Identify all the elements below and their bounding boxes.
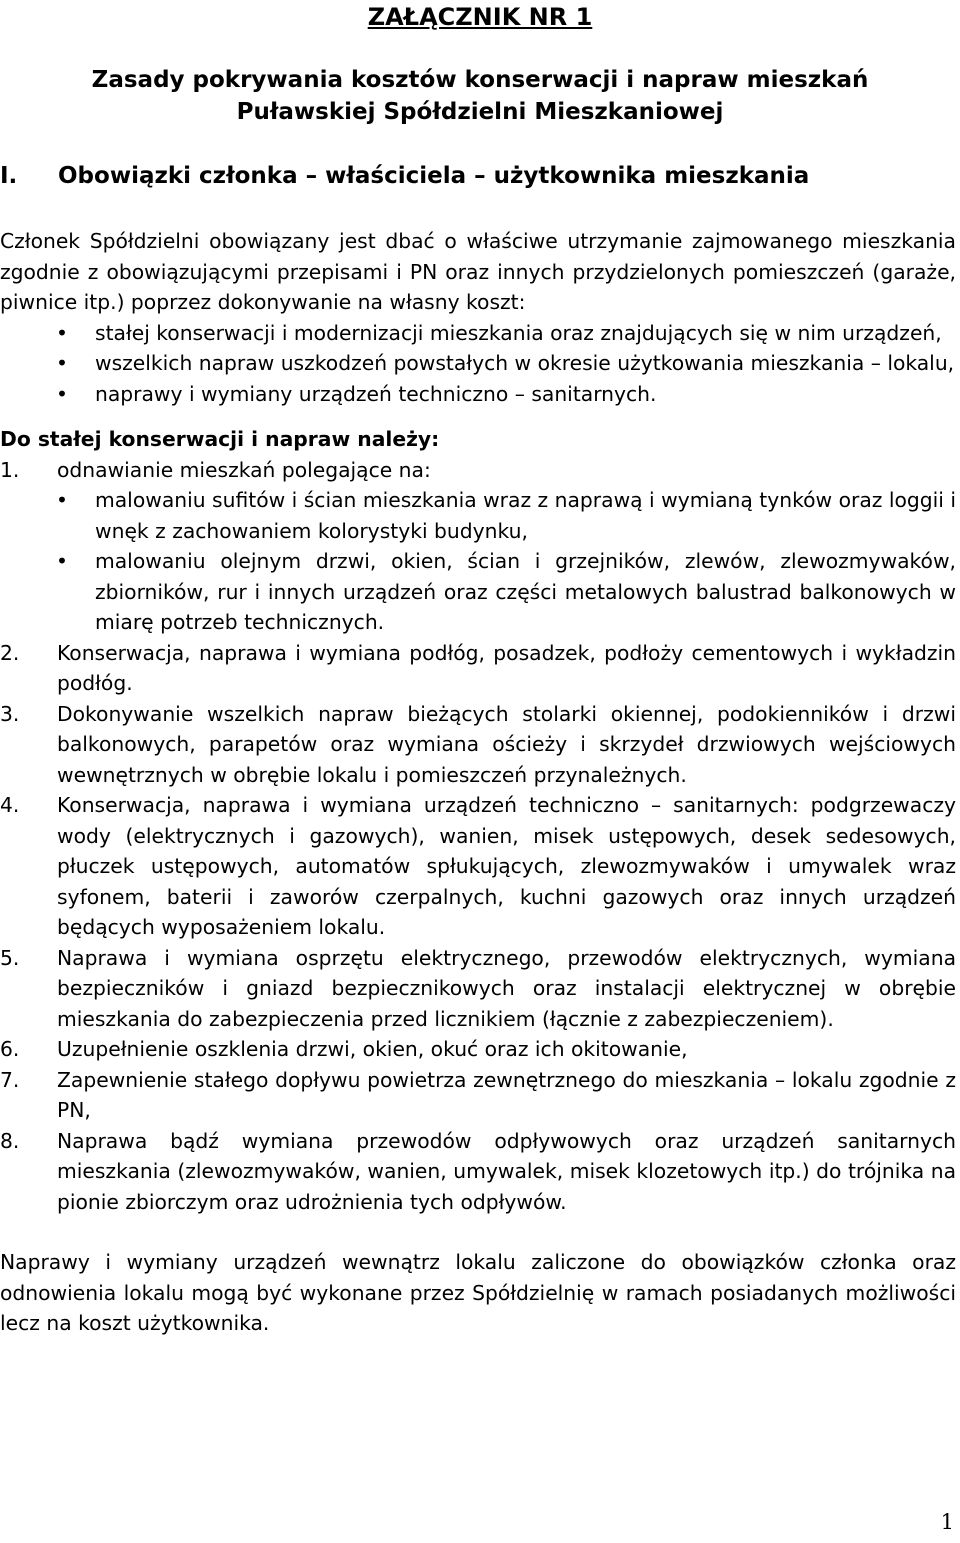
item-number: 1. bbox=[0, 457, 20, 482]
maintenance-item bbox=[0, 1126, 956, 1218]
section-heading-text: Obowiązki członka – właściciela – użytkownika mieszkania bbox=[58, 163, 810, 189]
maintenance-item bbox=[0, 1034, 956, 1065]
item-number: 7. bbox=[0, 1067, 20, 1092]
document-title: ZAŁĄCZNIK NR 1 bbox=[367, 3, 593, 31]
item-number: 6. bbox=[0, 1037, 20, 1061]
maintenance-item bbox=[0, 638, 956, 699]
intro-bullet-item: • stałej konserwacji i modernizacji mieszkania oraz znajdujących się w nim urządzeń, bbox=[0, 318, 956, 349]
item-number: 8. bbox=[0, 1128, 20, 1153]
maintenance-heading: Do stałej konserwacji i napraw należy: bbox=[0, 427, 440, 451]
section-number: I. bbox=[0, 163, 18, 189]
item-number: 2. bbox=[0, 640, 20, 665]
item-number: 5. bbox=[0, 945, 20, 970]
item-number: 4. bbox=[0, 793, 20, 817]
item-text: Naprawa bądź wymiana przewodów odpływowych oraz urządzeń sanitarnych mieszkania (zlewozmywaków, wanien, umywalek, misek klozetowych itp.) do trójnika na pionie zbiorczym oraz udrożnienia tych odpływów. bbox=[57, 1128, 956, 1214]
item-text: Zapewnienie stałego dopływu powietrza zewnętrznego do mieszkania – lokalu zgodnie z PN, bbox=[57, 1067, 956, 1122]
intro-paragraph: Członek Spółdzielni obowiązany jest dbać o właściwe utrzymanie zajmowanego mieszkania zgodnie z obowiązującymi przepisami i PN oraz innych przydzielonych pomieszczeń (garaże, piwnice itp.) poprzez dokonywanie na własny koszt: bbox=[0, 229, 956, 314]
item-text: Uzupełnienie oszklenia drzwi, okien, okuć oraz ich okitowanie, bbox=[57, 1037, 688, 1061]
document-subtitle bbox=[0, 64, 960, 128]
item-bullet-list bbox=[57, 485, 956, 638]
item-bullet: • malowaniu olejnym drzwi, okien, ścian i grzejników, zlewów, zlewozmywaków, zbiorników, rur i innych urządzeń oraz części metalowych balustrad balkonowych w miarę potrzeb technicznych. bbox=[57, 546, 956, 638]
item-text: odnawianie mieszkań polegające na: bbox=[57, 457, 431, 482]
maintenance-item bbox=[0, 1065, 956, 1126]
item-text: Konserwacja, naprawa i wymiana urządzeń techniczno – sanitarnych: podgrzewaczy wody (elektrycznych i gazowych), wanien, misek ustępowych, desek sedesowych, płuczek ustępowych, automatów spłukujących, zlewozmywaków i umywalek wraz syfonem, baterii i zaworów czerpalnych, kuchni gazowych oraz innych urządzeń będących wyposażeniem lokalu. bbox=[57, 793, 956, 939]
document-body bbox=[0, 226, 956, 1339]
item-text: Dokonywanie wszelkich napraw bieżących stolarki okiennej, podokienników i drzwi balkonowych, parapetów oraz wymiana ościeży i skrzydeł drzwiowych wejściowych wewnętrznych w obrębie lokalu i pomieszczeń przynależnych. bbox=[57, 701, 956, 787]
page-number: 1 bbox=[940, 1510, 954, 1534]
closing-paragraph: Naprawy i wymiany urządzeń wewnątrz lokalu zaliczone do obowiązków członka oraz odnowienia lokalu mogą być wykonane przez Spółdzielnię w ramach posiadanych możliwości lecz na koszt użytkownika. bbox=[0, 1250, 956, 1335]
maintenance-list bbox=[0, 455, 956, 1218]
intro-bullet-item: • naprawy i wymiany urządzeń techniczno – sanitarnych. bbox=[0, 379, 956, 410]
maintenance-item bbox=[0, 699, 956, 791]
maintenance-item bbox=[0, 455, 956, 638]
intro-bullet-list bbox=[0, 318, 956, 410]
item-text: Konserwacja, naprawa i wymiana podłóg, posadzek, podłoży cementowych i wykładzin podłóg. bbox=[57, 640, 956, 695]
intro-bullet-item: • wszelkich napraw uszkodzeń powstałych w okresie użytkowania mieszkania – lokalu, bbox=[0, 348, 956, 379]
item-bullet: • malowaniu sufitów i ścian mieszkania wraz z naprawą i wymianą tynków oraz loggii i wnęk z zachowaniem kolorystyki budynku, bbox=[57, 485, 956, 546]
maintenance-item bbox=[0, 943, 956, 1035]
maintenance-item bbox=[0, 790, 956, 943]
subtitle-line-1: Zasady pokrywania kosztów konserwacji i napraw mieszkań bbox=[91, 67, 869, 93]
item-text: Naprawa i wymiana osprzętu elektrycznego, przewodów elektrycznych, wymiana bezpieczników i gniazd bezpiecznikowych oraz instalacji elektrycznej w obrębie mieszkania do zabezpieczenia przed licznikiem (łącznie z zabezpieczeniem). bbox=[57, 945, 956, 1031]
section-heading bbox=[0, 160, 960, 192]
subtitle-line-2: Puławskiej Spółdzielni Mieszkaniowej bbox=[236, 99, 724, 125]
item-number: 3. bbox=[0, 701, 20, 726]
